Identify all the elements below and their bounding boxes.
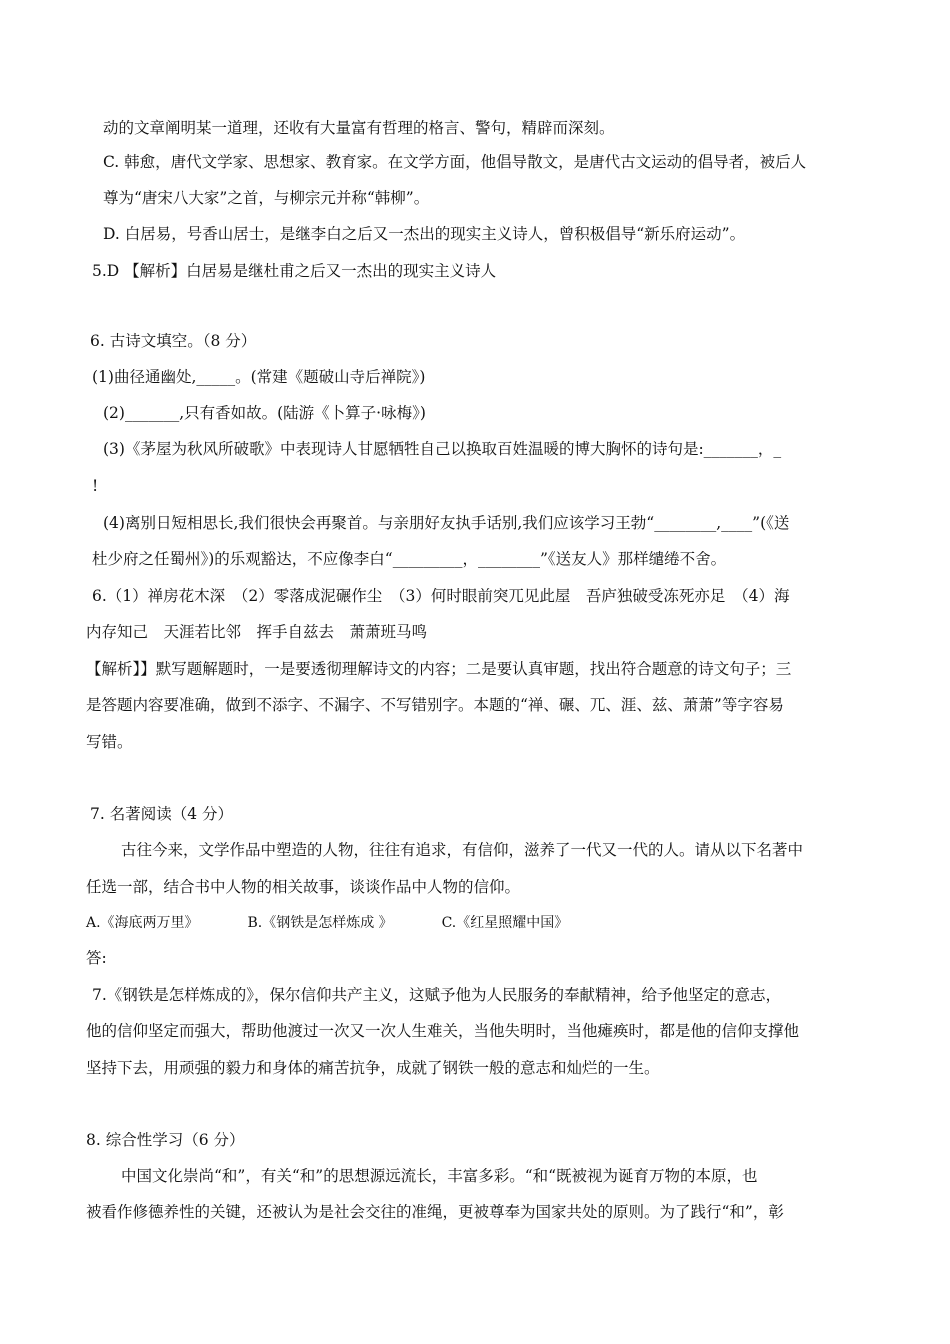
question-6-2: (2)_______,只有香如故。(陆游《卜算子·咏梅》) [103, 404, 426, 422]
question-6-3-end: ! [92, 477, 99, 495]
option-d: D. 白居易，号香山居士，是继李白之后又一杰出的现实主义诗人，曾积极倡导“新乐府运动”。 [103, 225, 746, 243]
option-b: B.《钢铁是怎样炼成 》 [247, 915, 393, 931]
answer-5: 5.D 【解析】白居易是继杜甫之后又一杰出的现实主义诗人 [92, 262, 497, 280]
question-8-text: 中国文化崇尚“和”，有关“和”的思想源远流长，丰富多彩。“和“既被视为诞育万物的本原，也 [121, 1167, 758, 1185]
answer-7: 7.《钢铁是怎样炼成的》，保尔信仰共产主义，这赋予他为人民服务的奉献精神，给予他坚定的意志， [92, 986, 782, 1004]
answer-label: 答: [86, 949, 107, 967]
option-a: A.《海底两万里》 [86, 915, 199, 931]
analysis-6: 【解析】】默写题解题时，一是要透彻理解诗文的内容；二是要认真审题，找出符合题意的诗文句子；三 [86, 660, 792, 678]
answer-7-end: 坚持下去，用顽强的毅力和身体的痛苦抗争，成就了钢铁一般的意志和灿烂的一生。 [86, 1059, 660, 1077]
question-7-prompt: 古往今来，文学作品中塑造的人物，往往有追求，有信仰，滋养了一代又一代的人。请从以下名著中 [121, 841, 804, 859]
question-7-prompt-cont: 任选一部，结合书中人物的相关故事，谈谈作品中人物的信仰。 [86, 878, 521, 896]
question-7-title: 7. 名著阅读（4 分） [90, 805, 234, 823]
question-6-4: (4)离别日短相思长,我们很快会再聚首。与亲朋好友执手话别,我们应该学习王勃“________,____”(《送 [103, 514, 790, 532]
answer-7-cont: 他的信仰坚定而强大，帮助他渡过一次又一次人生难关，当他失明时，当他瘫痪时，都是他的信仰支撑他 [86, 1022, 800, 1040]
analysis-6-end: 写错。 [86, 733, 133, 751]
option-c: C. 韩愈，唐代文学家、思想家、教育家。在文学方面，他倡导散文，是唐代古文运动的倡导者，被后人 [103, 153, 807, 171]
question-8-title: 8. 综合性学习（6 分） [86, 1131, 245, 1149]
question-6-4-cont: 杜少府之任蜀州》)的乐观豁达，不应像李白“_________，________”《送友人》那样缱绻不舍。 [92, 550, 727, 568]
question-7-options [86, 912, 568, 934]
question-6-1: (1)曲径通幽处,_____。(常建《题破山寺后禅院》) [92, 368, 426, 386]
question-6-3: (3)《茅屋为秋风所破歌》中表现诗人甘愿牺牲自己以换取百姓温暖的博大胸怀的诗句是:_______，_ [103, 440, 782, 458]
text-line: 尊为“唐宋八大家”之首，与柳宗元并称“韩柳”。 [103, 189, 430, 207]
text-line: 动的文章阐明某一道理，还收有大量富有哲理的格言、警句，精辟而深刻。 [103, 119, 615, 137]
question-8-text-cont: 被看作修德养性的关键，还被认为是社会交往的准绳，更被尊奉为国家共处的原则。为了践行“和”，彰 [86, 1203, 784, 1221]
option-c: C.《红星照耀中国》 [441, 915, 569, 931]
question-6-title: 6. 古诗文填空。（8 分） [90, 332, 257, 350]
answer-6: 6.（1）禅房花木深 （2）零落成泥碾作尘 （3）何时眼前突兀见此屋 吾庐独破受冻死亦足 （4）海 [92, 587, 790, 605]
analysis-6-cont: 是答题内容要准确，做到不添字、不漏字、不写错别字。本题的“禅、碾、兀、涯、兹、萧萧”等字容易 [86, 696, 784, 714]
answer-6-cont: 内存知己 天涯若比邻 挥手自兹去 萧萧班马鸣 [86, 623, 428, 641]
